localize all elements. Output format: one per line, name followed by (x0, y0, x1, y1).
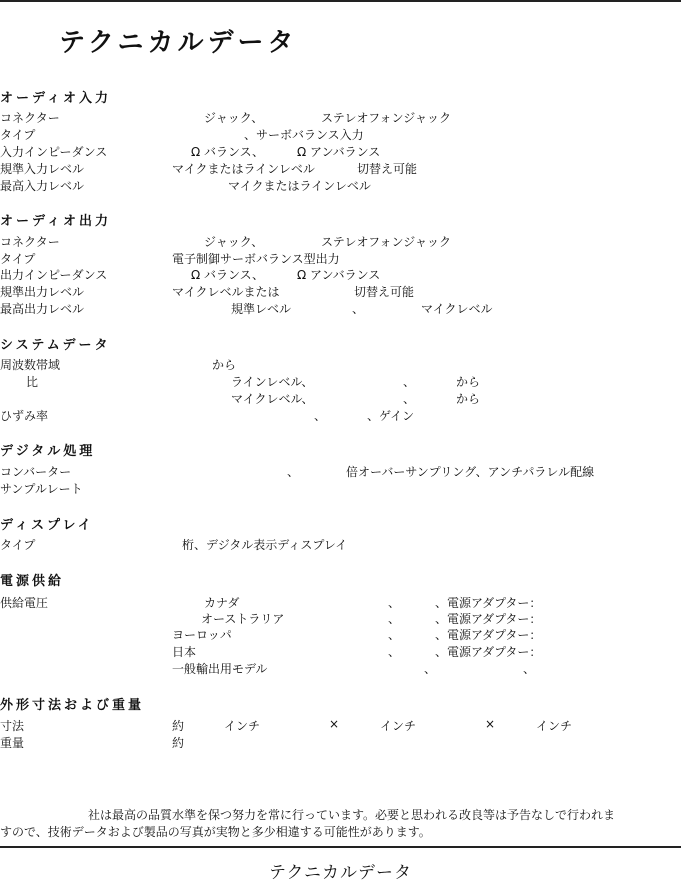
row-value: ジャック、 (204, 235, 264, 249)
row-value: 規準レベル (231, 302, 292, 316)
section-heading-audio-output: オーディオ出力 (0, 214, 111, 229)
row-value: 、 (403, 392, 416, 406)
power-region: オーストラリア (201, 612, 285, 626)
row-value: × (329, 717, 340, 731)
row-value: 、 (388, 596, 401, 610)
row-value: 、 (314, 409, 327, 423)
row-value: Ω バランス、 (191, 145, 264, 159)
row-value: Ω アンバランス (297, 268, 381, 282)
row-value: 、 (403, 375, 416, 389)
row-value: インチ (224, 719, 261, 733)
row-value: Ω アンバランス (297, 145, 381, 159)
bottom-rule (0, 846, 681, 848)
row-value: 、 (388, 645, 401, 659)
footer-title: テクニカルデータ (269, 863, 412, 883)
row-label: タイプ (0, 128, 36, 142)
row-label: サンプルレート (0, 482, 83, 496)
row-value: から (456, 392, 481, 406)
row-label: 最高出力レベル (0, 302, 85, 316)
row-value: 、ゲイン (367, 409, 415, 423)
section-heading-digital: デジタル処理 (0, 444, 96, 459)
power-region: ヨーロッパ (172, 628, 232, 642)
power-region: カナダ (204, 596, 240, 610)
row-label: 比 (26, 375, 39, 389)
row-value: マイクまたはラインレベル (228, 179, 371, 193)
row-value: インチ (380, 719, 417, 733)
row-label: 重量 (0, 736, 25, 750)
row-value: Ω バランス、 (191, 268, 264, 282)
row-value: マイクまたはラインレベル (172, 162, 315, 176)
section-heading-system: システムデータ (0, 338, 111, 353)
row-value: 、電源アダプター： (435, 628, 542, 642)
row-value: マイクレベルまたは (172, 285, 280, 299)
row-value: 、サーボバランス入力 (244, 128, 364, 142)
row-value: 、電源アダプター： (435, 645, 542, 659)
row-value: 桁、デジタル表示ディスプレイ (182, 538, 348, 552)
row-label: コネクター (0, 235, 60, 249)
row-label: タイプ (0, 252, 36, 266)
row-value: 、 (352, 302, 365, 316)
row-label: コネクター (0, 111, 60, 125)
row-label: 入力インピーダンス (0, 145, 108, 159)
row-value: ステレオフォンジャック (321, 235, 452, 249)
row-label: 出力インピーダンス (0, 268, 108, 282)
row-value: 切替え可能 (357, 162, 418, 176)
row-value: マイクレベル、 (231, 392, 314, 406)
row-value: ラインレベル、 (231, 375, 314, 389)
row-label: 供給電圧 (0, 596, 49, 610)
row-label: 規準入力レベル (0, 162, 85, 176)
row-value: 、 (287, 465, 300, 479)
row-value: 切替え可能 (354, 285, 415, 299)
row-label: ひずみ率 (0, 409, 49, 423)
row-value: マイクレベル (421, 302, 493, 316)
row-value: 、 (424, 662, 437, 676)
disclaimer-line-1: 社は最高の品質水準を保つ努力を常に行っています。必要と思われる改良等は予告なしで行われま (88, 808, 616, 822)
row-value: から (456, 375, 481, 389)
section-heading-power: 電源供給 (0, 574, 65, 589)
page-title: テクニカルデータ (59, 28, 298, 58)
row-value: 、 (388, 628, 401, 642)
row-label: 周波数帯域 (0, 358, 61, 372)
row-value: 約 (172, 736, 185, 750)
power-region: 日本 (172, 645, 197, 659)
row-value: ステレオフォンジャック (321, 111, 452, 125)
row-label: コンバーター (0, 465, 72, 479)
row-value: 、電源アダプター： (435, 612, 542, 626)
section-heading-dimensions: 外形寸法および重量 (0, 698, 145, 713)
row-value: 約 (172, 719, 185, 733)
section-heading-display: ディスプレイ (0, 518, 94, 533)
row-value: から (212, 358, 237, 372)
row-label: 最高入力レベル (0, 179, 85, 193)
row-label: 規準出力レベル (0, 285, 85, 299)
top-rule (0, 0, 681, 2)
row-value: 倍オーバーサンプリング、アンチパラレル配線 (346, 465, 595, 479)
row-value: × (485, 717, 496, 731)
section-heading-audio-input: オーディオ入力 (0, 91, 111, 106)
disclaimer-line-2: すので、技術データおよび製品の写真が実物と多少相違する可能性があります。 (0, 825, 431, 839)
row-label: タイプ (0, 538, 36, 552)
row-value: インチ (536, 719, 573, 733)
row-value: 、 (388, 612, 401, 626)
row-label: 寸法 (0, 719, 25, 733)
row-value: 、電源アダプター： (435, 596, 542, 610)
power-region: 一般輸出用モデル (172, 662, 268, 676)
row-value: 電子制御サーボバランス型出力 (172, 252, 340, 266)
row-value: ジャック、 (204, 111, 264, 125)
row-value: 、 (523, 662, 536, 676)
